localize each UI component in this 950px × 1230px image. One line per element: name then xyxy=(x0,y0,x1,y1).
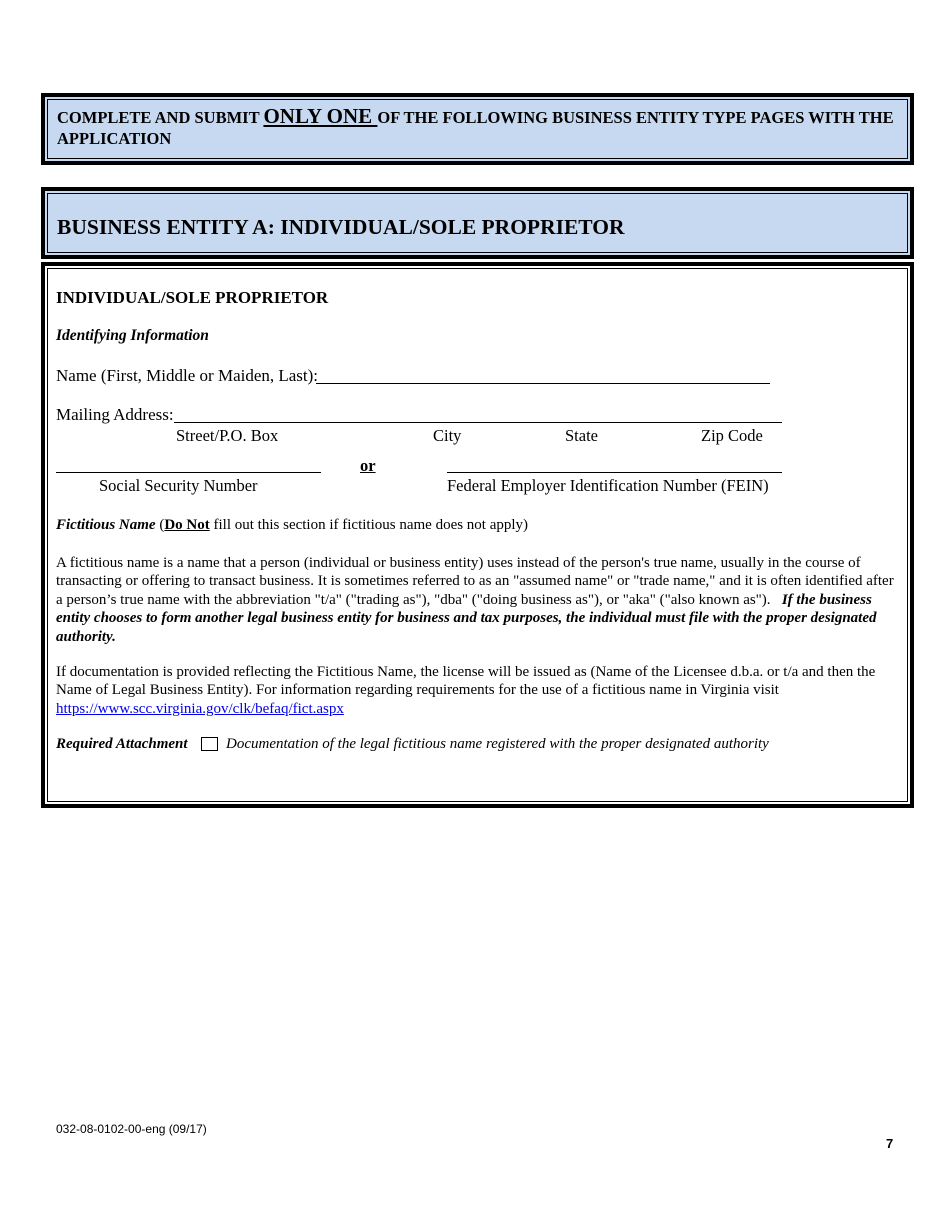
fictitious-open-paren: ( xyxy=(155,517,165,533)
documentation-paragraph xyxy=(56,663,898,718)
name-input-line[interactable] xyxy=(316,383,770,384)
fictitious-rest: fill out this section if fictitious name does not apply) xyxy=(209,517,529,533)
entity-header-box xyxy=(41,187,914,259)
name-label: Name (First, Middle or Maiden, Last): xyxy=(56,366,319,385)
entity-header-title: BUSINESS ENTITY A: INDIVIDUAL/SOLE PROPRIETOR xyxy=(57,215,625,239)
fictitious-name-link[interactable]: https://www.scc.virginia.gov/clk/befaq/fict.aspx xyxy=(56,700,344,717)
notice-box xyxy=(41,93,914,165)
fictitious-name-heading-line xyxy=(56,517,528,534)
zip-caption: Zip Code xyxy=(701,426,763,445)
fictitious-description xyxy=(56,554,898,646)
section-inner-border xyxy=(47,268,908,802)
street-caption: Street/P.O. Box xyxy=(176,426,279,445)
mailing-address-label: Mailing Address: xyxy=(56,405,174,424)
state-caption: State xyxy=(565,426,598,445)
notice-text xyxy=(57,106,898,149)
form-number: 032-08-0102-00-eng (09/17) xyxy=(56,1122,207,1136)
fictitious-description-bold: If the business entity chooses to form another legal business entity for business and tax purposes, the individual must file with the proper designated authority. xyxy=(56,591,877,645)
do-not-label: Do Not xyxy=(164,517,210,533)
fictitious-name-heading: Fictitious Name xyxy=(56,517,156,533)
ssn-caption: Social Security Number xyxy=(99,476,258,495)
notice-emphasis: ONLY ONE xyxy=(263,104,378,128)
ssn-input-line[interactable] xyxy=(56,472,321,473)
attachment-description: Documentation of the legal fictitious name registered with the proper designated authority xyxy=(226,736,769,752)
section-title: INDIVIDUAL/SOLE PROPRIETOR xyxy=(56,288,329,307)
mailing-address-input-line[interactable] xyxy=(174,422,782,423)
documentation-text: If documentation is provided reflecting the Fictitious Name, the license will be issued as (Name of the Licensee d.b.a. or t/a and then the Name of Legal Business Entity). For information regarding requirements for the use of a fictitious name in Virginia visit xyxy=(56,664,876,699)
city-caption: City xyxy=(433,426,462,445)
fictitious-description-plain: A fictitious name is a name that a person (individual or business entity) uses instead of the person's true name, usually in the course of transacting or offering to transact business. It is sometimes referred to as an "assumed name" or "trade name," and it is often identified after a person’s true name with the abbreviation "t/a" ("trading as"), "dba" ("doing business as"), or "aka" ("also known as"). xyxy=(56,555,894,608)
or-label: or xyxy=(360,456,376,475)
notice-part1: COMPLETE AND SUBMIT xyxy=(57,108,264,127)
notice-part2: OF THE FOLLOWING BUSINESS ENTITY TYPE PAGES WITH THE APPLICATION xyxy=(57,108,894,148)
section-subtitle: Identifying Information xyxy=(56,327,209,344)
fein-caption: Federal Employer Identification Number (FEIN) xyxy=(447,476,769,495)
page-number: 7 xyxy=(886,1136,894,1151)
required-attachment-label: Required Attachment xyxy=(56,736,188,752)
fein-input-line[interactable] xyxy=(447,472,782,473)
attachment-checkbox[interactable] xyxy=(201,737,218,751)
